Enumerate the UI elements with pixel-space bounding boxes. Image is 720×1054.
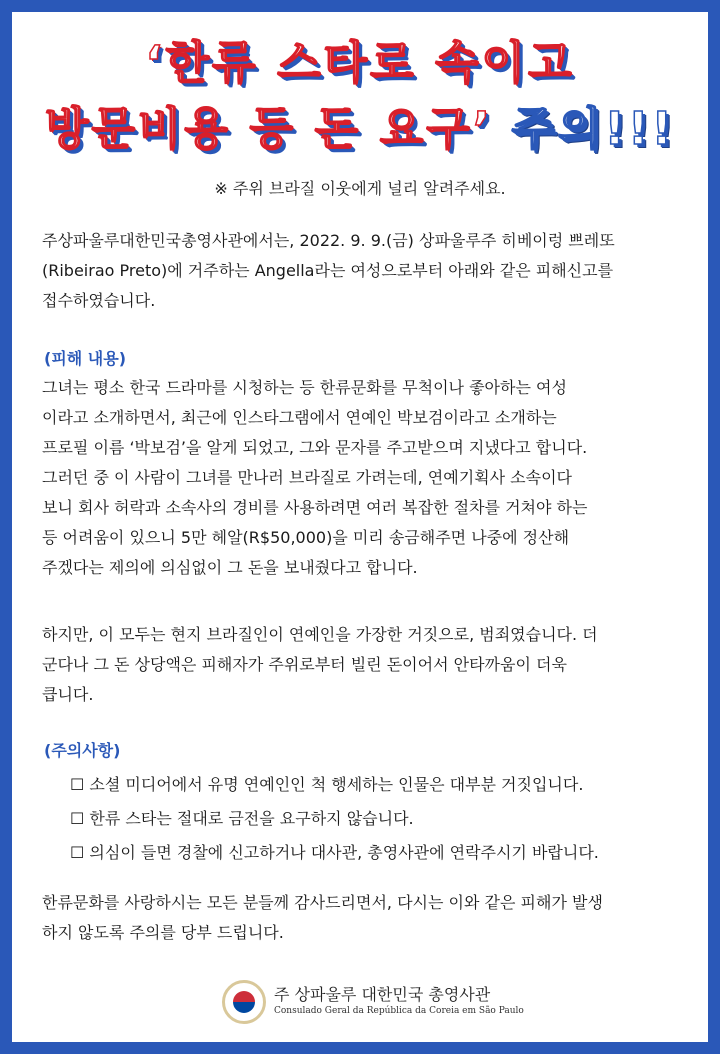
however-line: 군다나 그 돈 상당액은 피해자가 주위로부터 빌린 돈이어서 안타까움이 더욱 (42, 655, 567, 674)
damage-line: 주겠다는 제의에 의심없이 그 돈을 보내줬다고 합니다. (42, 558, 418, 577)
damage-line: 이라고 소개하면서, 최근에 인스타그램에서 연예인 박보검이라고 소개하는 (42, 408, 557, 427)
damage-line: 보니 회사 허락과 소속사의 경비를 사용하려면 여러 복잡한 절차를 거쳐야 하는 (42, 498, 588, 517)
consulate-footer (222, 978, 522, 1028)
consulate-name-portuguese: Consulado Geral da República da Coreia em São Paulo (274, 1006, 524, 1016)
title-line-2-red: 방문비용 등 돈 요구’ (44, 102, 493, 155)
damage-line: 그녀는 평소 한국 드라마를 시청하는 등 한류문화를 무척이나 좋아하는 여성 (42, 378, 567, 397)
closing-paragraph (42, 888, 686, 948)
however-paragraph (42, 620, 686, 710)
intro-line: 주상파울루대한민국총영사관에서는, 2022. 9. 9.(금) 상파울루주 히베이렁 쁘레또 (42, 231, 615, 250)
caution-item: ☐ 한류 스타는 절대로 금전을 요구하지 않습니다. (70, 809, 414, 828)
caution-item: ☐ 의심이 들면 경찰에 신고하거나 대사관, 총영사관에 연락주시기 바랍니다. (70, 843, 599, 862)
intro-line: 접수하였습니다. (42, 291, 156, 310)
title-line-2 (0, 102, 720, 155)
consulate-seal-icon (222, 980, 266, 1024)
consulate-name-korean: 주 상파울루 대한민국 총영사관 (274, 985, 491, 1004)
intro-paragraph (42, 226, 686, 316)
caution-item: ☐ 소셜 미디어에서 유명 연예인인 척 행세하는 인물은 대부분 거짓입니다. (70, 775, 584, 794)
share-notice: ※ 주위 브라질 이웃에게 널리 알려주세요. (214, 179, 506, 198)
damage-line: 프로필 이름 ‘박보검’을 알게 되었고, 그와 문자를 주고받으며 지냈다고 합니다. (42, 438, 588, 457)
title-line-1: ‘한류 스타로 속이고 (145, 36, 575, 89)
damage-heading: (피해 내용) (44, 349, 127, 368)
however-line: 하지만, 이 모두는 현지 브라질인이 연예인을 가장한 거짓으로, 범죄였습니다. 더 (42, 625, 598, 644)
caution-heading: (주의사항) (44, 741, 121, 760)
closing-line: 한류문화를 사랑하시는 모든 분들께 감사드리면서, 다시는 이와 같은 피해가 발생 (42, 893, 603, 912)
intro-line: (Ribeirao Preto)에 거주하는 Angella라는 여성으로부터 아래와 같은 피해신고를 (42, 261, 614, 280)
damage-paragraph (42, 373, 686, 583)
damage-line: 등 어려움이 있으니 5만 헤알(R$50,000)을 미리 송금해주면 나중에 정산해 (42, 528, 570, 547)
closing-line: 하지 않도록 주의를 당부 드립니다. (42, 923, 284, 942)
however-line: 큽니다. (42, 685, 94, 704)
title-warning: 주의!!! (492, 102, 676, 155)
damage-line: 그러던 중 이 사람이 그녀를 만나러 브라질로 가려는데, 연예기획사 소속이다 (42, 468, 572, 487)
